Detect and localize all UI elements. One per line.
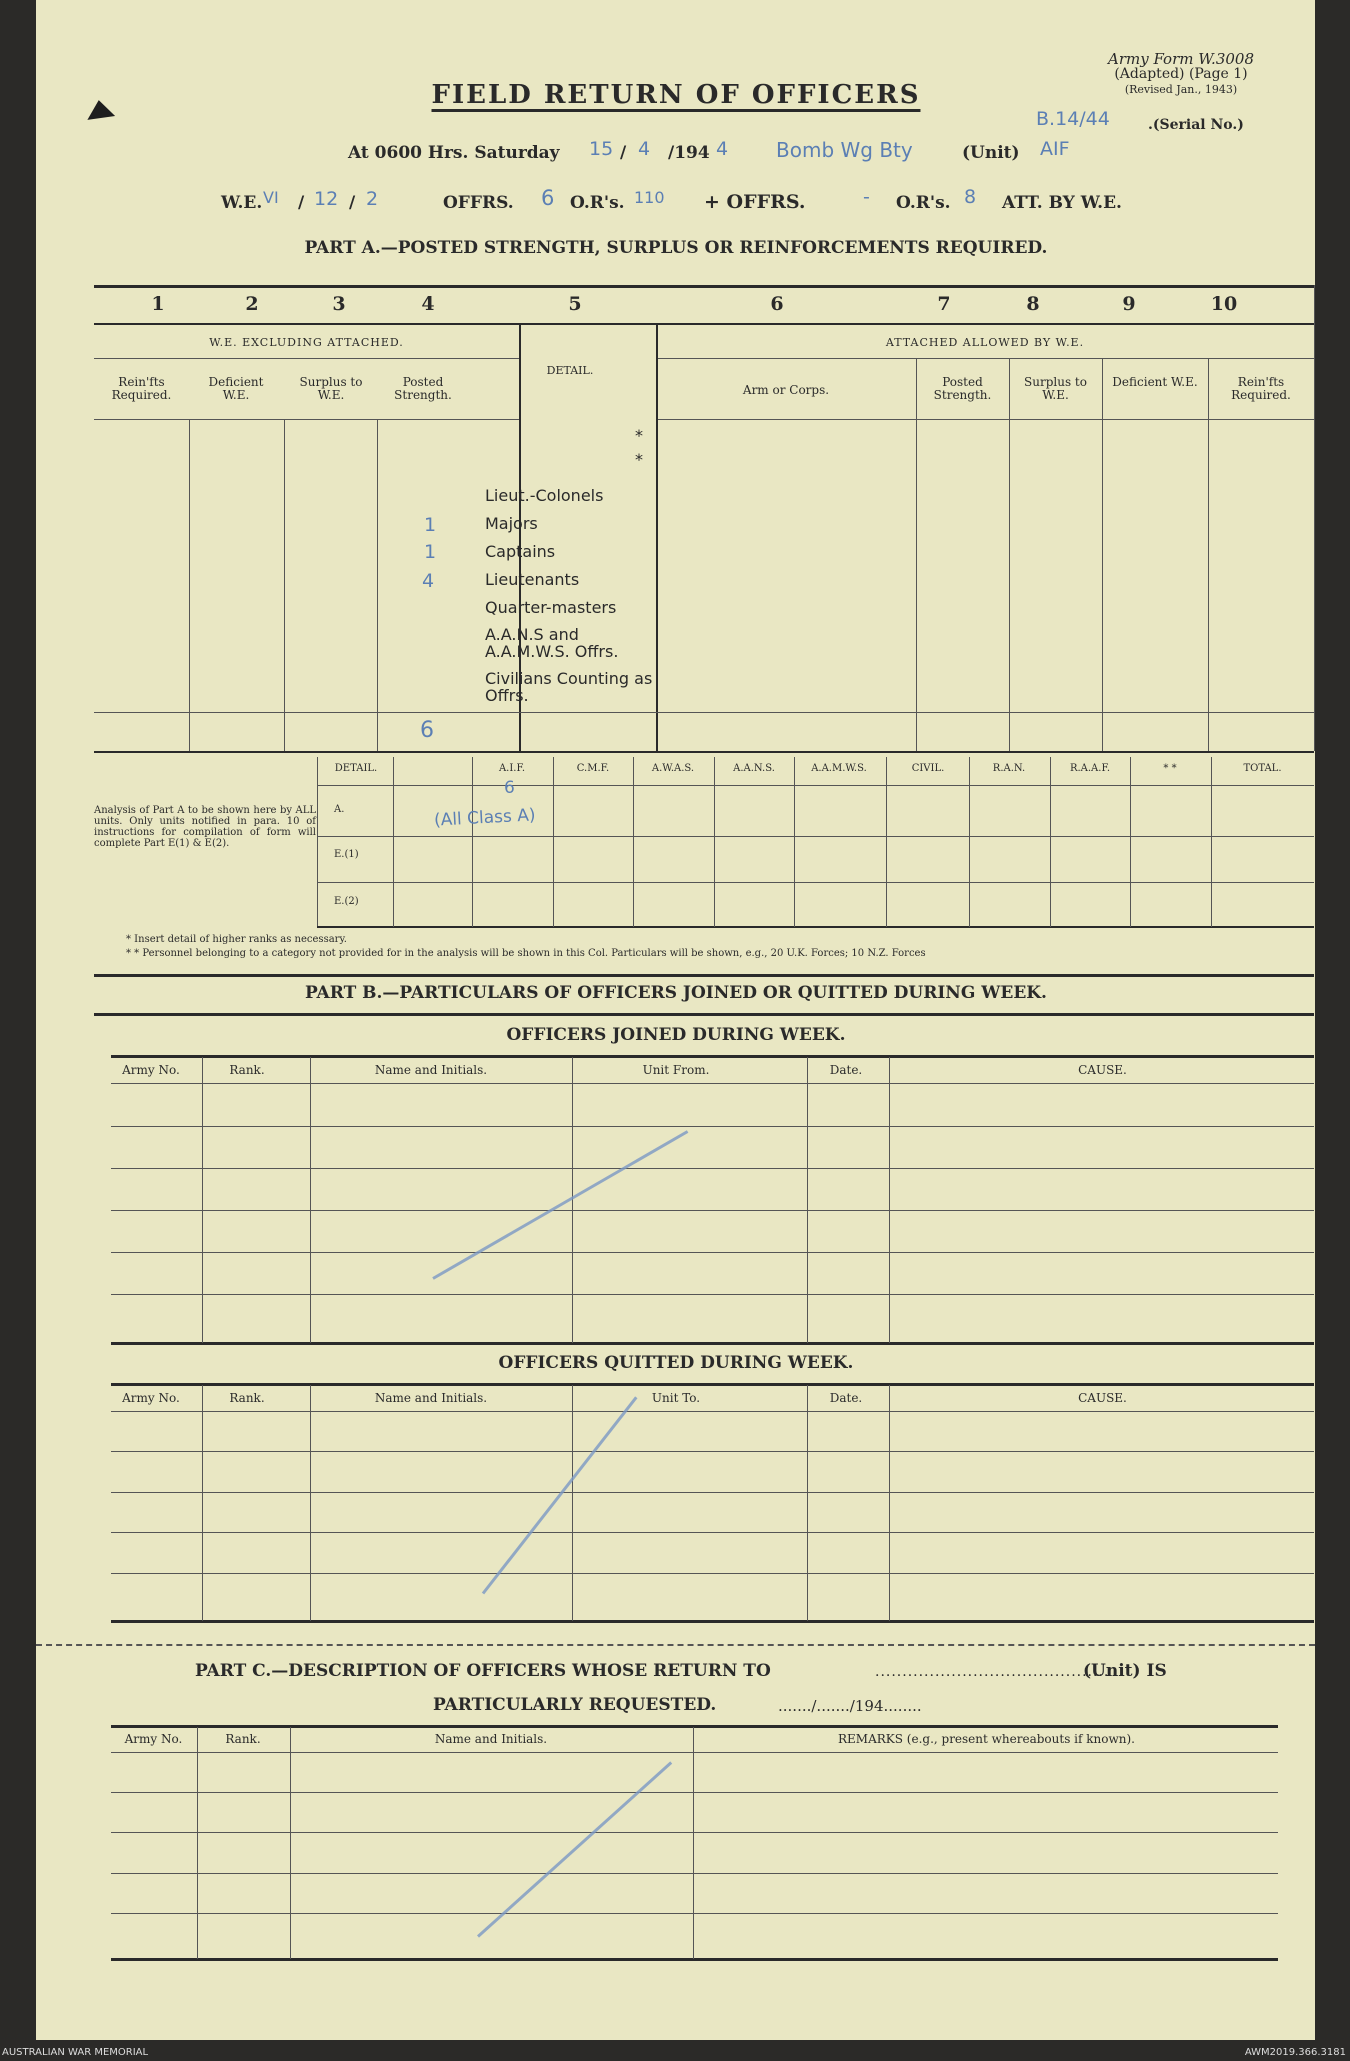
we-excluding-heading: W.E. EXCLUDING ATTACHED. [209, 336, 404, 349]
date-prefix: At 0600 Hrs. Saturday [348, 143, 560, 163]
posted-lieutenants: 4 [422, 570, 435, 592]
analysis-total-heading: TOTAL. [1243, 763, 1282, 774]
quitted-date-heading: Date. [829, 1391, 863, 1405]
we-label: W.E. [221, 193, 263, 213]
part-b-heading: PART B.—PARTICULARS OF OFFICERS JOINED OR QUITTED DURING WEEK. [305, 983, 1047, 1003]
col-number-9: 9 [1122, 293, 1136, 315]
joined-unit-from-heading: Unit From. [642, 1063, 710, 1077]
rank-quarter-masters: Quarter-masters [485, 598, 617, 617]
form-identifier: Army Form W.3008 (Adapted) (Page 1) (Revised Jan., 1943) [1108, 50, 1254, 96]
analysis-ran-heading: R.A.N. [992, 763, 1026, 774]
ors-value: 110 [634, 188, 665, 207]
analysis-awas-heading: A.W.A.S. [651, 763, 695, 774]
rank-civilians: Civilians Counting as Offrs. [485, 669, 653, 705]
att-label: ATT. BY W.E. [1002, 193, 1122, 213]
rank-captains: Captains [485, 542, 556, 561]
analysis-raaf-heading: R.A.A.F. [1069, 763, 1111, 774]
rank-lieutenants: Lieutenants [485, 570, 580, 589]
posted-total: 6 [420, 718, 434, 743]
att-posted-strength-heading: Posted Strength. [933, 375, 992, 402]
joined-date-heading: Date. [829, 1063, 863, 1077]
quitted-army-no-heading: Army No. [122, 1391, 180, 1405]
analysis-aif-heading: A.I.F. [498, 763, 526, 774]
posted-captains: 1 [424, 541, 437, 563]
star-row-1: * [635, 426, 643, 445]
deficient-we-heading: Deficient W.E. [208, 375, 264, 402]
part-c-name-heading: Name and Initials. [434, 1732, 548, 1746]
col-number-5: 5 [568, 293, 582, 315]
joined-cause-heading: CAUSE. [1078, 1063, 1127, 1077]
joined-army-no-heading: Army No. [122, 1063, 180, 1077]
serial-label: .(Serial No.) [1148, 117, 1244, 133]
date-month: 4 [638, 138, 651, 160]
joined-heading: OFFICERS JOINED DURING WEEK. [506, 1025, 846, 1045]
analysis-other-heading: * * [1163, 763, 1177, 774]
col-number-2: 2 [245, 293, 259, 315]
we-value-a: VI [263, 188, 279, 207]
rank-lieut-colonels: Lieut.-Colonels [485, 486, 604, 505]
torn-corner [85, 98, 115, 120]
part-a-heading: PART A.—POSTED STRENGTH, SURPLUS OR REINFORCEMENTS REQUIRED. [304, 238, 1048, 258]
attached-allowed-heading: ATTACHED ALLOWED BY W.E. [885, 336, 1085, 349]
surplus-we-heading: Surplus to W.E. [299, 375, 363, 402]
part-c-heading-line2: PARTICULARLY REQUESTED. [433, 1695, 717, 1715]
form-title: FIELD RETURN OF OFFICERS [431, 80, 921, 110]
att-surplus-we-heading: Surplus to W.E. [1024, 375, 1087, 402]
part-c-remarks-heading: REMARKS (e.g., present whereabouts if known). [838, 1732, 1135, 1746]
quitted-name-heading: Name and Initials. [374, 1391, 488, 1405]
quitted-cause-heading: CAUSE. [1078, 1391, 1127, 1405]
ors-label: O.R's. [570, 193, 625, 213]
col-number-7: 7 [937, 293, 951, 315]
analysis-side-note: Analysis of Part A to be shown here by ALL units. Only units notified in para. 10 of instructions for compilation of form will complete Part E(1) & E(2). [94, 805, 316, 849]
analysis-aamws-heading: A.A.M.W.S. [811, 763, 867, 774]
footnote-2: * * Personnel belonging to a category not provided for in the analysis will be shown in this Col. Particulars will be shown, e.g., 20 U.K. Forces; 10 N.Z. Forces [126, 948, 926, 959]
detail-heading: DETAIL. [546, 364, 594, 377]
we-value-c: 2 [366, 188, 379, 210]
form-sheet: Army Form W.3008 (Adapted) (Page 1) (Revised Jan., 1943) FIELD RETURN OF OFFICERS B.14/44 .(Serial No.) At 0600 Hrs. Saturday 15 / 4 /194 4 Bomb Wg Bty (Unit) AIF W.E. VI / 12 / 2 OFFRS. 6 O.R's. 110 + OFFRS. - O.R's. 8 ATT. BY W.E. PART A.—POSTED STRENGTH, SURPLUS OR REINFORCEMENTS REQUIRED. 1 2 3 4 5 6 7 8 9 10 W.E. EXCLUDING ATTACHED. ATTACHED ALLOWED BY W.E. DETAIL. Rein'fts Required. Deficient W.E. Surplus to W.E. Posted Strength. Arm or Corps. Posted Strength. Surplus to W.E. Deficient W.E. Rein'fts Required. * * Lieut.-Colonels Majors Captains Lieutenants Quarter-masters A.A.N.S and A.A.M.W.S. Offrs. Civilians Counting as Offrs. 1 1 4 6 Analysis of Part A to be shown here by ALL units. Only units notified in para. 10 of instructions for compilation of form will complete Part E(1) & E(2). DETAIL. A.I.F. C.M.F. A.W.A.S. A.A.N.S. A.A.M.W.S. CIVIL. R.A.N. R.A.A.F. * * TOTAL. A. E.(1) E.(2) 6 (All Class A) * Insert detail of higher ranks as necessary. * * Personnel belonging to a category not provided for in the analysis will be shown in this Col. Particulars will be shown, e.g., 20 U.K. Forces; 10 N.Z. Forces PART B.—PARTICULARS OF OFFICERS JOINED OR QUITTED DURING WEEK. OFFICERS JOINED DURING WEEK. Army No. Rank. Name and Initials. Unit From. Date. CAUSE. OFFICERS QUITTED DURING WEEK. Army No. Rank. Name and Initials. Unit To. Date. CAUSE. [36, 0, 1315, 2040]
rein-fts-required-heading: Rein'fts Required. [111, 375, 172, 402]
offrs-label: OFFRS. [443, 193, 514, 213]
cancel-stroke-joined [432, 1130, 688, 1280]
posted-majors: 1 [424, 514, 437, 536]
att-rein-fts-heading: Rein'fts Required. [1231, 375, 1291, 402]
quitted-heading: OFFICERS QUITTED DURING WEEK. [498, 1353, 854, 1373]
part-c-heading-b: (Unit) IS [1083, 1661, 1167, 1681]
star-row-2: * [635, 450, 643, 469]
part-c-army-no-heading: Army No. [124, 1732, 183, 1746]
col-number-1: 1 [151, 293, 165, 315]
date-day: 15 [589, 138, 614, 160]
col-number-6: 6 [770, 293, 784, 315]
col-number-10: 10 [1210, 293, 1238, 315]
unit-suffix: AIF [1040, 138, 1070, 160]
we-value-b: 12 [314, 188, 339, 210]
quitted-unit-to-heading: Unit To. [651, 1391, 701, 1405]
analysis-row-a: A. [334, 804, 345, 815]
plus-offrs-value: - [863, 186, 870, 208]
att-deficient-we-heading: Deficient W.E. [1112, 375, 1198, 389]
ors2-label: O.R's. [896, 193, 951, 213]
analysis-civil-heading: CIVIL. [911, 763, 945, 774]
arm-or-corps-heading: Arm or Corps. [742, 383, 830, 397]
analysis-aif-value: 6 [504, 778, 515, 798]
posted-strength-heading: Posted Strength. [394, 375, 452, 402]
analysis-cmf-heading: C.M.F. [576, 763, 610, 774]
rank-majors: Majors [485, 514, 538, 533]
part-b-top-rule [94, 974, 1314, 977]
joined-name-heading: Name and Initials. [374, 1063, 488, 1077]
tear-line [36, 1644, 1315, 1646]
analysis-row-e1: E.(1) [334, 849, 359, 860]
analysis-annotation: (All Class A) [433, 805, 536, 831]
analysis-detail-heading: DETAIL. [334, 763, 378, 774]
date-year-prefix: /194 [668, 143, 710, 163]
part-a-top-rule [94, 285, 1314, 288]
part-c-date-blank: ......./......./194........ [778, 1697, 922, 1715]
analysis-aans-heading: A.A.N.S. [733, 763, 775, 774]
col-number-8: 8 [1026, 293, 1040, 315]
col-number-4: 4 [421, 293, 435, 315]
part-c-rank-heading: Rank. [225, 1732, 261, 1746]
ors2-value: 8 [964, 186, 977, 208]
unit-value: Bomb Wg Bty [776, 138, 913, 162]
col-number-3: 3 [332, 293, 346, 315]
offrs-value: 6 [541, 186, 555, 210]
unit-label: (Unit) [962, 143, 1020, 163]
serial-number-value: B.14/44 [1036, 108, 1110, 130]
plus-offrs-label: + OFFRS. [704, 191, 806, 213]
joined-rank-heading: Rank. [229, 1063, 265, 1077]
rank-aans-aamws: A.A.N.S and A.A.M.W.S. Offrs. [485, 625, 619, 661]
footer-left: AUSTRALIAN WAR MEMORIAL [2, 2047, 149, 2058]
analysis-row-e2: E.(2) [334, 896, 359, 907]
cancel-stroke-quitted [482, 1396, 638, 1594]
part-c-heading-a: PART C.—DESCRIPTION OF OFFICERS WHOSE RETURN TO [195, 1661, 771, 1681]
quitted-rank-heading: Rank. [229, 1391, 265, 1405]
footer-right: AWM2019.366.3181 [1244, 2047, 1346, 2058]
date-year: 4 [716, 138, 729, 160]
footnote-1: * Insert detail of higher ranks as necessary. [126, 934, 347, 945]
